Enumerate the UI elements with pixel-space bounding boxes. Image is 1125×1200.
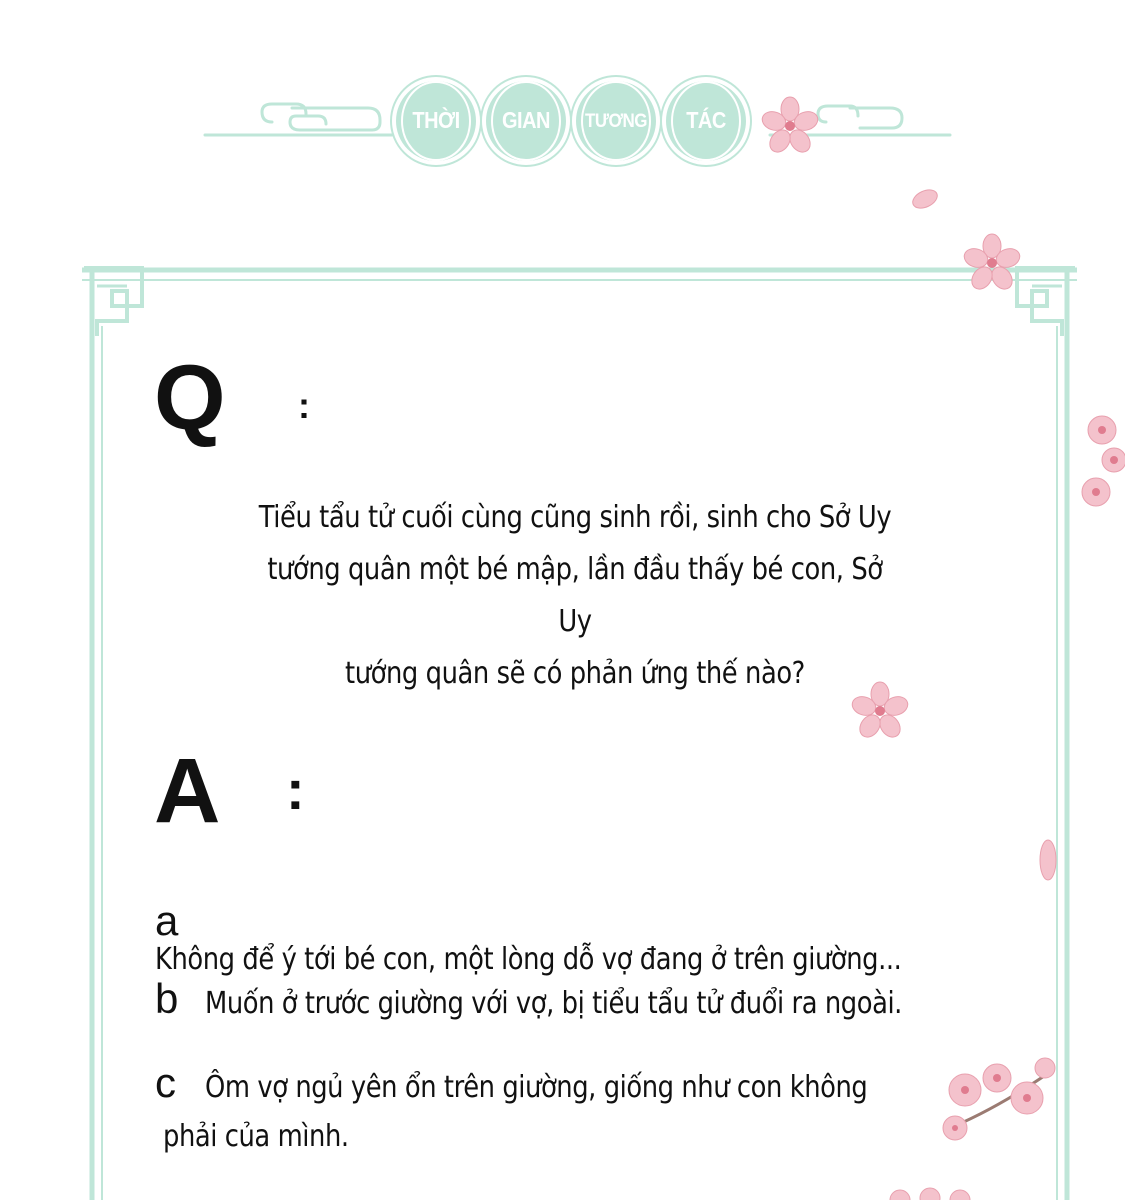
option-text: Ôm vợ ngủ yên ổn trên giường, giống như con không	[205, 1070, 868, 1105]
header-banner	[0, 60, 1125, 190]
question-letter: Q	[154, 347, 226, 449]
option-key: c	[155, 1059, 176, 1106]
question-line: tướng quân một bé mập, lần đầu thấy bé con, Sở Uy	[267, 552, 883, 639]
title-circle	[662, 77, 750, 165]
content-frame	[82, 266, 1077, 1200]
title-word: GIAN	[491, 81, 561, 162]
title-word: TƯƠNG	[581, 81, 651, 162]
blossom-icon	[760, 95, 820, 155]
answer-option-a	[155, 897, 1035, 977]
blossom-cluster-icon	[1072, 400, 1125, 530]
option-key: a	[155, 897, 179, 944]
question-line: tướng quân sẽ có phản ứng thế nào?	[345, 656, 805, 691]
answer-letter: A	[154, 740, 221, 842]
question-text	[253, 492, 898, 700]
title-circle	[572, 77, 660, 165]
petal-icon	[908, 185, 942, 213]
title-circle	[482, 77, 570, 165]
frame-border	[82, 266, 1077, 1200]
answer-option-b	[155, 975, 1035, 1022]
title-word: TÁC	[671, 81, 741, 162]
blossom-icon	[962, 232, 1022, 292]
answer-colon: :	[286, 758, 305, 821]
title-word: THỜI	[401, 81, 471, 162]
title-circle	[392, 77, 480, 165]
option-text-continued: phải của mình.	[163, 1119, 349, 1154]
option-text: Muốn ở trước giường với vợ, bị tiểu tẩu tử đuổi ra ngoài.	[205, 986, 902, 1021]
answer-option-c	[155, 1059, 1035, 1154]
blossom-icon	[850, 680, 910, 740]
option-text: Không để ý tới bé con, một lòng dỗ vợ đang ở trên giường...	[155, 942, 902, 977]
title-circles	[392, 77, 750, 165]
question-colon: :	[298, 385, 310, 426]
question-line: Tiểu tẩu tử cuối cùng cũng sinh rồi, sinh cho Sở Uy	[258, 500, 892, 535]
blossom-branch-icon	[935, 1050, 1057, 1150]
petal-icon	[1036, 836, 1060, 884]
option-key: b	[155, 975, 179, 1022]
blossom-edge-icon	[880, 1180, 980, 1200]
